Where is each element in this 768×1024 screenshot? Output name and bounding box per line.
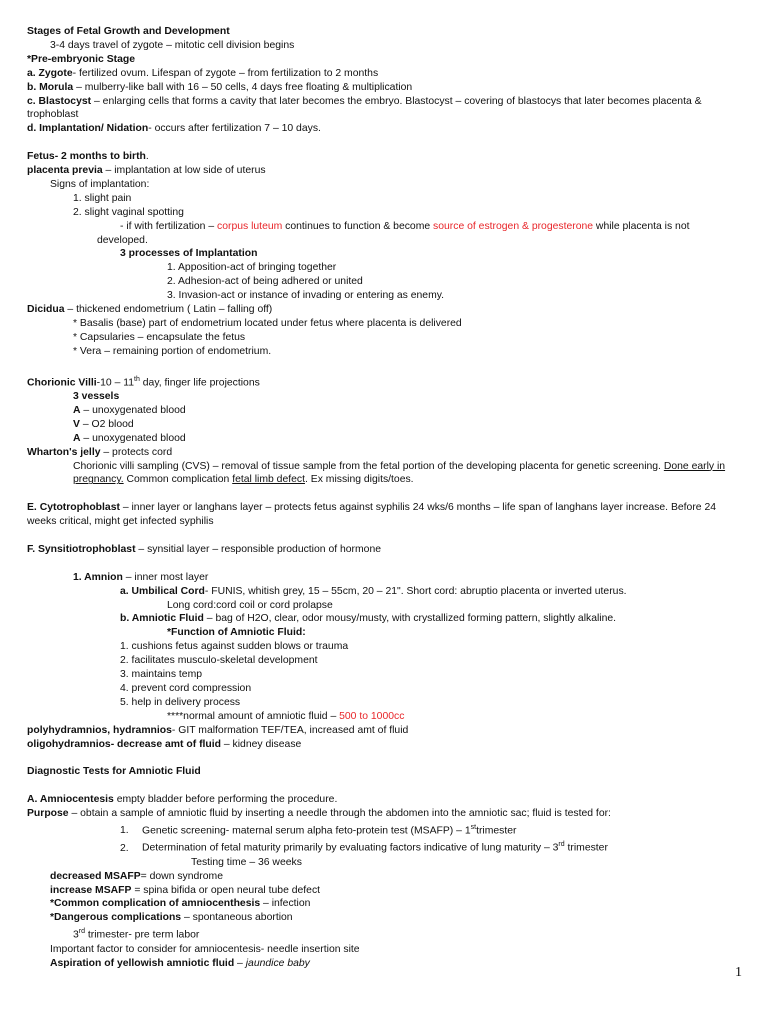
text-span: -10 – 11 — [96, 377, 135, 389]
list-item: 2. Adhesion-act of being adhered or united — [167, 276, 363, 288]
item-text: – implantation at low side of uterus — [102, 165, 266, 177]
superscript: th — [134, 375, 140, 383]
item-morula — [27, 81, 743, 95]
item-label: decreased MSAFP — [50, 870, 141, 882]
amniotic-fluid-line — [27, 612, 743, 626]
item-text: – spontaneous abortion — [181, 912, 293, 924]
underlined-text: fetal limb defect — [232, 474, 305, 486]
oligohydramnios-line — [27, 738, 743, 752]
subheading: 3 vessels — [73, 391, 120, 402]
text-span: Determination of fetal maturity primarily by evaluating factors indicative of lung maturity – 3 — [142, 842, 559, 854]
fertilization-line — [27, 220, 743, 234]
item-label: *Common complication of amniocenthesis — [50, 898, 261, 910]
highlight-text: 500 to 1000cc — [339, 710, 405, 722]
item-label: b. Morula — [27, 81, 74, 93]
item-text: empty bladder before performing the procedure. — [113, 794, 338, 806]
item-text: – kidney disease — [221, 738, 302, 750]
item-label: b. Amniotic Fluid — [120, 613, 204, 625]
text-span: trimester- pre term labor — [85, 929, 200, 941]
item-text: – inner most layer — [122, 571, 209, 583]
item-implantation — [27, 122, 743, 136]
section-heading: Diagnostic Tests for Amniotic Fluid — [27, 766, 201, 778]
common-complication-line — [27, 897, 743, 911]
dangerous-complication-line — [27, 911, 743, 925]
aspiration-line — [27, 957, 743, 971]
msafp-decreased-line — [27, 870, 743, 884]
item-text: – inner layer or langhans layer – protects fetus against syphilis 24 wks/6 months – life span of langhans layer increase. Before 24 weeks critical, might get infected syphilis — [27, 502, 716, 528]
text-span: Genetic screening- maternal serum alpha feto-protein test (MSAFP) – 1 — [142, 825, 471, 837]
item-label: A. Amniocentesis — [27, 794, 114, 806]
decidua-line — [27, 303, 743, 317]
item-label: 1. Amnion — [73, 571, 123, 583]
superscript: st — [470, 824, 477, 832]
item-text: – unoxygenated blood — [80, 432, 186, 444]
item-text: – enlarging cells that forms a cavity that later becomes the embryo. Blastocyst – covering of blastocys that later becomes placenta & trophoblast — [27, 95, 702, 121]
item-text: - GIT malformation TEF/TEA, increased amt of fluid — [171, 724, 409, 736]
list-item: 1. cushions fetus against sudden blows or trauma — [120, 641, 349, 653]
synsitiotrophoblast-line — [27, 543, 743, 557]
amniocentesis-line — [27, 793, 743, 807]
text-span: - if with fertilization – — [120, 220, 218, 232]
list-number: 2. — [120, 842, 129, 854]
item-text: = spina bifida or open neural tube defect — [131, 884, 321, 896]
item-label: increase MSAFP — [50, 884, 132, 896]
heading-text: Fetus- 2 months to birth — [27, 151, 146, 163]
text-span: trimester — [476, 825, 517, 837]
list-item: 2. slight vaginal spotting — [73, 206, 184, 218]
list-item — [27, 838, 743, 855]
item-label: Purpose — [27, 808, 69, 820]
item-label: Dicidua — [27, 304, 65, 316]
list-item: 1. slight pain — [73, 192, 132, 204]
list-item: 3. Invasion-act or instance of invading or entering as enemy. — [167, 290, 445, 302]
list-item — [27, 404, 743, 418]
page-number: 1 — [735, 965, 742, 980]
item-label: Wharton's jelly — [27, 446, 101, 458]
item-label: c. Blastocyst — [27, 95, 92, 107]
text-line: Signs of implantation: — [50, 178, 150, 190]
msafp-increased-line — [27, 884, 743, 898]
section-heading: *Pre-embryonic Stage — [27, 53, 135, 65]
placenta-previa-line — [27, 164, 743, 178]
list-item — [27, 418, 743, 432]
item-text: - FUNIS, whitish grey, 15 – 55cm, 20 – 21". Short cord: abruptio placenta or inverted uterus. — [204, 585, 627, 597]
text-span: trimester — [564, 842, 608, 854]
normal-amount-line — [27, 710, 743, 724]
amnion-line — [27, 571, 743, 585]
text-line: developed. — [97, 234, 148, 246]
item-text: – synsitial layer – responsible production of hormone — [135, 543, 381, 555]
highlight-text: source of estrogen & progesterone — [433, 220, 594, 232]
list-item — [27, 821, 743, 838]
item-label: a. Umbilical Cord — [120, 585, 205, 597]
item-label: A — [73, 404, 81, 416]
list-item: * Basalis (base) part of endometrium located under fetus where placenta is delivered — [73, 318, 462, 330]
item-text: – protects cord — [100, 446, 173, 458]
item-label: Chorionic Villi — [27, 377, 97, 389]
list-item: * Vera – remaining portion of endometrium. — [73, 345, 272, 357]
item-text: – infection — [260, 898, 311, 910]
item-blastocyst — [27, 95, 743, 123]
item-text: – mulberry-like ball with 16 – 50 cells, 4 days free floating & multiplication — [73, 81, 413, 93]
item-text: – unoxygenated blood — [80, 404, 186, 416]
item-text: = down syndrome — [140, 870, 223, 882]
item-label: a. Zygote — [27, 67, 73, 79]
cvs-paragraph — [27, 460, 743, 488]
item-text: – bag of H2O, clear, odor mousy/musty, with crystallized forming pattern, slightly alkaline. — [203, 613, 617, 625]
superscript: rd — [78, 928, 86, 936]
item-label: polyhydramnios, hydramnios — [27, 724, 172, 736]
list-item: 5. help in delivery process — [120, 696, 241, 708]
item-label: A — [73, 432, 81, 444]
whartons-jelly-line — [27, 446, 743, 460]
item-text: – thickened endometrium ( Latin – falling off) — [64, 304, 273, 316]
underlined-text: Done early in pregnancy. — [73, 460, 726, 486]
preterm-labor-line — [27, 925, 743, 942]
list-item — [27, 432, 743, 446]
text-line: Important factor to consider for amniocentesis- needle insertion site — [50, 943, 360, 955]
item-label: E. Cytotrophoblast — [27, 502, 120, 514]
text-span: continues to function & become — [282, 220, 434, 232]
item-label: Aspiration of yellowish amniotic fluid — [50, 957, 235, 969]
text-span: 3 — [73, 929, 79, 941]
list-item: * Capsularies – encapsulate the fetus — [73, 331, 246, 343]
item-label: placenta previa — [27, 165, 103, 177]
document-page — [27, 25, 743, 970]
list-item: 4. prevent cord compression — [120, 682, 252, 694]
italic-text: jaundice baby — [245, 957, 310, 969]
text-span: . Ex missing digits/toes. — [305, 474, 414, 486]
text-span: day, finger life projections — [139, 377, 260, 389]
text-span: while placenta is not — [593, 220, 690, 232]
item-label: d. Implantation/ Nidation — [27, 123, 149, 135]
item-label: F. Synsitiotrophoblast — [27, 543, 136, 555]
list-item: 1. Apposition-act of bringing together — [167, 262, 337, 274]
item-text: – obtain a sample of amniotic fluid by inserting a needle through the abdomen into the amniotic sac; fluid is tested for: — [68, 808, 611, 820]
document-title: Stages of Fetal Growth and Development — [27, 26, 230, 37]
purpose-paragraph — [27, 807, 743, 821]
item-label: *Dangerous complications — [50, 912, 182, 924]
item-zygote — [27, 67, 743, 81]
text-span: ****normal amount of amniotic fluid – — [167, 710, 340, 722]
item-text: – O2 blood — [79, 418, 134, 430]
polyhydramnios-line — [27, 724, 743, 738]
subheading: *Function of Amniotic Fluid: — [167, 627, 306, 639]
text-span: – — [234, 957, 246, 969]
text-span: Chorionic villi sampling (CVS) – removal of tissue sample from the fetal portion of the developing placenta for genetic screening. — [73, 460, 664, 472]
item-label: oligohydramnios- decrease amt of fluid — [27, 738, 221, 750]
text-line: 3-4 days travel of zygote – mitotic cell division begins — [50, 39, 295, 51]
heading-dot: . — [145, 151, 149, 163]
item-text: - occurs after fertilization 7 – 10 days. — [148, 123, 321, 135]
cytotrophoblast-paragraph — [27, 501, 743, 529]
list-item: 2. facilitates musculo-skeletal development — [120, 655, 318, 667]
item-label: V — [73, 418, 80, 430]
fetus-heading — [27, 150, 743, 164]
highlight-text: corpus luteum — [217, 220, 283, 232]
text-line: Testing time – 36 weeks — [191, 856, 302, 868]
list-item: 3. maintains temp — [120, 669, 203, 681]
superscript: rd — [558, 841, 565, 849]
subheading: 3 processes of Implantation — [120, 248, 258, 260]
umbilical-cord-line — [27, 585, 743, 599]
list-number: 1. — [120, 825, 129, 837]
chorionic-villi-line — [27, 373, 743, 390]
item-text: - fertilized ovum. Lifespan of zygote – from fertilization to 2 months — [72, 67, 379, 79]
text-line: Long cord:cord coil or cord prolapse — [167, 599, 333, 611]
text-span: Common complication — [123, 474, 233, 486]
